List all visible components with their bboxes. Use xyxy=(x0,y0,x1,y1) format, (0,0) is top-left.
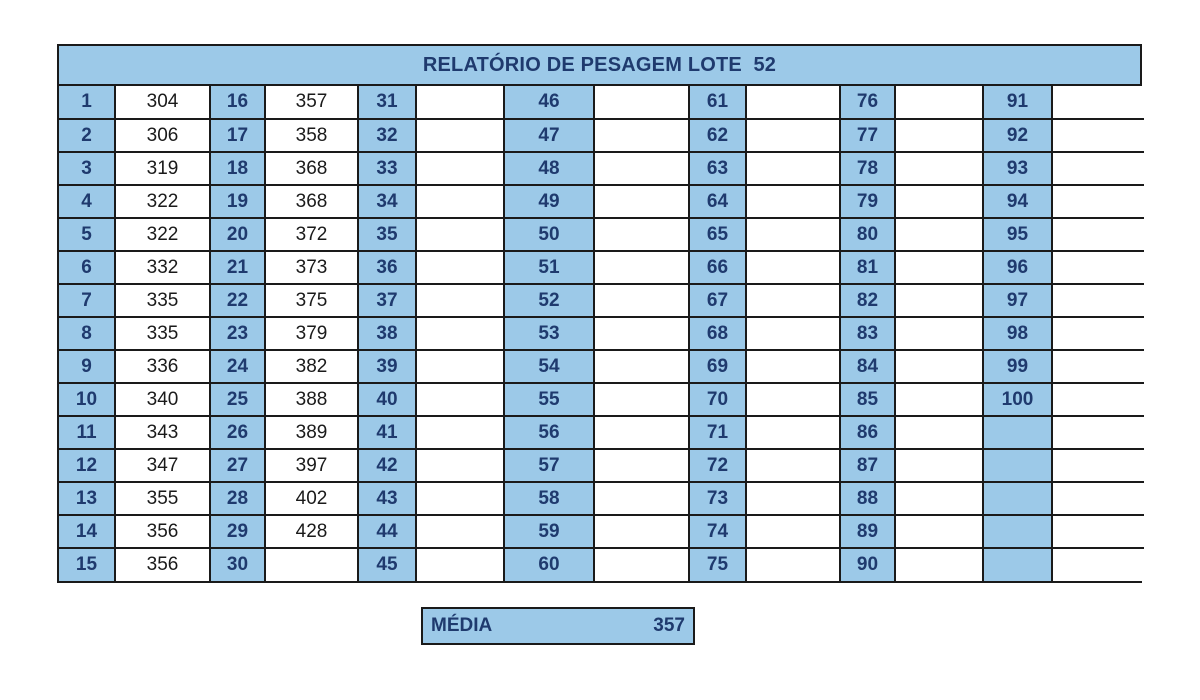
animal-number-cell: 4 xyxy=(59,185,115,218)
report-title: RELATÓRIO DE PESAGEM LOTE 52 xyxy=(59,46,1140,86)
animal-number-cell xyxy=(983,515,1052,548)
weight-cell xyxy=(1052,119,1144,152)
animal-number-cell: 85 xyxy=(840,383,895,416)
animal-number-cell: 63 xyxy=(689,152,746,185)
weight-cell xyxy=(265,548,358,581)
weight-cell xyxy=(594,548,689,581)
animal-number-cell: 36 xyxy=(358,251,416,284)
weight-cell xyxy=(746,284,840,317)
animal-number-cell: 46 xyxy=(504,86,594,119)
weight-cell: 347 xyxy=(115,449,210,482)
weight-cell: 402 xyxy=(265,482,358,515)
animal-number-cell: 79 xyxy=(840,185,895,218)
animal-number-cell: 92 xyxy=(983,119,1052,152)
animal-number-cell: 59 xyxy=(504,515,594,548)
animal-number-cell: 19 xyxy=(210,185,265,218)
weight-cell xyxy=(1052,449,1144,482)
weight-cell xyxy=(895,284,983,317)
animal-number-cell: 81 xyxy=(840,251,895,284)
weight-cell xyxy=(416,416,504,449)
average-label: MÉDIA xyxy=(431,615,493,636)
weight-cell xyxy=(416,284,504,317)
animal-number-cell: 91 xyxy=(983,86,1052,119)
animal-number-cell: 5 xyxy=(59,218,115,251)
weight-cell xyxy=(1052,350,1144,383)
weight-cell xyxy=(416,548,504,581)
table-row xyxy=(59,284,1144,317)
weight-cell xyxy=(594,449,689,482)
weight-cell: 335 xyxy=(115,317,210,350)
animal-number-cell: 83 xyxy=(840,317,895,350)
weight-cell: 332 xyxy=(115,251,210,284)
weight-cell xyxy=(895,383,983,416)
animal-number-cell: 73 xyxy=(689,482,746,515)
animal-number-cell: 51 xyxy=(504,251,594,284)
animal-number-cell: 26 xyxy=(210,416,265,449)
table-row xyxy=(59,416,1144,449)
weight-cell xyxy=(1052,482,1144,515)
animal-number-cell: 82 xyxy=(840,284,895,317)
weight-cell xyxy=(416,119,504,152)
weight-cell xyxy=(594,515,689,548)
animal-number-cell: 39 xyxy=(358,350,416,383)
animal-number-cell: 2 xyxy=(59,119,115,152)
animal-number-cell: 34 xyxy=(358,185,416,218)
animal-number-cell: 15 xyxy=(59,548,115,581)
animal-number-cell: 77 xyxy=(840,119,895,152)
weight-cell xyxy=(746,548,840,581)
animal-number-cell: 88 xyxy=(840,482,895,515)
weight-cell xyxy=(416,350,504,383)
animal-number-cell: 1 xyxy=(59,86,115,119)
animal-number-cell: 87 xyxy=(840,449,895,482)
weight-cell xyxy=(746,515,840,548)
animal-number-cell: 55 xyxy=(504,383,594,416)
table-row xyxy=(59,383,1144,416)
animal-number-cell: 52 xyxy=(504,284,594,317)
average-box xyxy=(421,607,695,645)
animal-number-cell: 8 xyxy=(59,317,115,350)
weight-cell xyxy=(594,317,689,350)
weight-cell xyxy=(594,119,689,152)
animal-number-cell: 56 xyxy=(504,416,594,449)
weight-cell xyxy=(416,251,504,284)
weight-cell xyxy=(895,515,983,548)
animal-number-cell: 76 xyxy=(840,86,895,119)
animal-number-cell: 13 xyxy=(59,482,115,515)
weight-cell: 322 xyxy=(115,185,210,218)
animal-number-cell: 60 xyxy=(504,548,594,581)
animal-number-cell: 69 xyxy=(689,350,746,383)
weight-cell: 358 xyxy=(265,119,358,152)
animal-number-cell: 71 xyxy=(689,416,746,449)
table-row xyxy=(59,119,1144,152)
weight-cell: 356 xyxy=(115,515,210,548)
weight-cell xyxy=(895,119,983,152)
animal-number-cell: 64 xyxy=(689,185,746,218)
weight-cell xyxy=(746,218,840,251)
weight-cell xyxy=(1052,548,1144,581)
animal-number-cell: 65 xyxy=(689,218,746,251)
animal-number-cell: 98 xyxy=(983,317,1052,350)
animal-number-cell: 57 xyxy=(504,449,594,482)
animal-number-cell: 100 xyxy=(983,383,1052,416)
weight-cell xyxy=(746,317,840,350)
animal-number-cell: 37 xyxy=(358,284,416,317)
weight-cell xyxy=(416,185,504,218)
weight-cell xyxy=(594,185,689,218)
animal-number-cell: 18 xyxy=(210,152,265,185)
animal-number-cell: 48 xyxy=(504,152,594,185)
weight-cell xyxy=(746,350,840,383)
animal-number-cell xyxy=(983,548,1052,581)
weight-cell xyxy=(895,251,983,284)
animal-number-cell: 45 xyxy=(358,548,416,581)
animal-number-cell: 28 xyxy=(210,482,265,515)
weight-cell xyxy=(895,416,983,449)
weight-cell: 304 xyxy=(115,86,210,119)
animal-number-cell: 93 xyxy=(983,152,1052,185)
weight-cell: 372 xyxy=(265,218,358,251)
table-row xyxy=(59,86,1144,119)
animal-number-cell: 21 xyxy=(210,251,265,284)
weight-cell: 373 xyxy=(265,251,358,284)
animal-number-cell: 9 xyxy=(59,350,115,383)
weight-cell xyxy=(746,482,840,515)
animal-number-cell: 99 xyxy=(983,350,1052,383)
weight-cell xyxy=(594,284,689,317)
animal-number-cell: 78 xyxy=(840,152,895,185)
animal-number-cell: 89 xyxy=(840,515,895,548)
weight-cell xyxy=(594,383,689,416)
weight-cell: 343 xyxy=(115,416,210,449)
weight-cell: 388 xyxy=(265,383,358,416)
weight-cell xyxy=(594,218,689,251)
weight-cell xyxy=(746,86,840,119)
weight-cell xyxy=(895,350,983,383)
weight-cell: 368 xyxy=(265,185,358,218)
weight-cell xyxy=(416,449,504,482)
animal-number-cell: 24 xyxy=(210,350,265,383)
animal-number-cell: 58 xyxy=(504,482,594,515)
weight-cell xyxy=(1052,317,1144,350)
weight-cell xyxy=(895,218,983,251)
animal-number-cell xyxy=(983,416,1052,449)
weight-cell: 355 xyxy=(115,482,210,515)
weight-cell: 356 xyxy=(115,548,210,581)
animal-number-cell: 54 xyxy=(504,350,594,383)
weight-cell xyxy=(416,482,504,515)
weight-cell: 379 xyxy=(265,317,358,350)
weight-cell xyxy=(1052,383,1144,416)
animal-number-cell: 53 xyxy=(504,317,594,350)
weight-cell xyxy=(416,317,504,350)
weight-cell xyxy=(1052,185,1144,218)
weight-cell xyxy=(1052,218,1144,251)
weight-cell: 389 xyxy=(265,416,358,449)
weight-cell xyxy=(594,416,689,449)
animal-number-cell xyxy=(983,482,1052,515)
animal-number-cell: 16 xyxy=(210,86,265,119)
animal-number-cell: 90 xyxy=(840,548,895,581)
weight-cell xyxy=(895,185,983,218)
animal-number-cell: 7 xyxy=(59,284,115,317)
weight-cell xyxy=(746,383,840,416)
table-row xyxy=(59,548,1144,581)
animal-number-cell: 42 xyxy=(358,449,416,482)
weight-cell xyxy=(1052,284,1144,317)
animal-number-cell: 50 xyxy=(504,218,594,251)
animal-number-cell: 70 xyxy=(689,383,746,416)
animal-number-cell: 47 xyxy=(504,119,594,152)
weight-cell: 428 xyxy=(265,515,358,548)
weight-cell xyxy=(416,152,504,185)
animal-number-cell: 86 xyxy=(840,416,895,449)
weight-cell xyxy=(895,548,983,581)
weight-cell xyxy=(895,152,983,185)
weight-cell xyxy=(416,218,504,251)
animal-number-cell: 80 xyxy=(840,218,895,251)
weight-cell: 375 xyxy=(265,284,358,317)
animal-number-cell: 38 xyxy=(358,317,416,350)
animal-number-cell: 25 xyxy=(210,383,265,416)
weight-cell: 357 xyxy=(265,86,358,119)
weight-cell xyxy=(746,449,840,482)
animal-number-cell: 44 xyxy=(358,515,416,548)
weight-cell xyxy=(895,86,983,119)
animal-number-cell: 41 xyxy=(358,416,416,449)
weight-cell: 322 xyxy=(115,218,210,251)
weight-cell xyxy=(416,515,504,548)
weight-cell xyxy=(416,383,504,416)
animal-number-cell: 66 xyxy=(689,251,746,284)
animal-number-cell: 6 xyxy=(59,251,115,284)
animal-number-cell: 29 xyxy=(210,515,265,548)
table-row xyxy=(59,515,1144,548)
animal-number-cell: 61 xyxy=(689,86,746,119)
weighing-table xyxy=(59,86,1144,581)
weighing-report xyxy=(57,44,1142,583)
weight-cell: 397 xyxy=(265,449,358,482)
table-row xyxy=(59,152,1144,185)
weight-cell: 336 xyxy=(115,350,210,383)
weight-cell: 319 xyxy=(115,152,210,185)
weight-cell xyxy=(746,416,840,449)
weight-cell xyxy=(1052,416,1144,449)
animal-number-cell: 20 xyxy=(210,218,265,251)
animal-number-cell: 68 xyxy=(689,317,746,350)
animal-number-cell: 95 xyxy=(983,218,1052,251)
animal-number-cell: 12 xyxy=(59,449,115,482)
animal-number-cell: 43 xyxy=(358,482,416,515)
weight-cell xyxy=(746,119,840,152)
weight-cell xyxy=(1052,251,1144,284)
weight-cell xyxy=(594,482,689,515)
weight-cell xyxy=(594,350,689,383)
animal-number-cell: 74 xyxy=(689,515,746,548)
weight-cell: 306 xyxy=(115,119,210,152)
animal-number-cell: 62 xyxy=(689,119,746,152)
table-row xyxy=(59,482,1144,515)
animal-number-cell: 31 xyxy=(358,86,416,119)
animal-number-cell: 22 xyxy=(210,284,265,317)
weight-cell: 382 xyxy=(265,350,358,383)
animal-number-cell: 27 xyxy=(210,449,265,482)
weight-cell xyxy=(895,317,983,350)
animal-number-cell: 84 xyxy=(840,350,895,383)
animal-number-cell: 94 xyxy=(983,185,1052,218)
table-row xyxy=(59,449,1144,482)
weight-cell xyxy=(594,86,689,119)
animal-number-cell: 3 xyxy=(59,152,115,185)
weight-cell xyxy=(895,482,983,515)
weight-cell: 335 xyxy=(115,284,210,317)
weight-cell: 340 xyxy=(115,383,210,416)
animal-number-cell: 67 xyxy=(689,284,746,317)
animal-number-cell: 23 xyxy=(210,317,265,350)
animal-number-cell: 30 xyxy=(210,548,265,581)
table-row xyxy=(59,251,1144,284)
animal-number-cell: 40 xyxy=(358,383,416,416)
average-value: 357 xyxy=(653,615,685,636)
animal-number-cell: 49 xyxy=(504,185,594,218)
weight-cell xyxy=(895,449,983,482)
weight-cell xyxy=(1052,515,1144,548)
animal-number-cell: 97 xyxy=(983,284,1052,317)
weight-cell xyxy=(1052,86,1144,119)
animal-number-cell: 33 xyxy=(358,152,416,185)
weight-cell: 368 xyxy=(265,152,358,185)
table-row xyxy=(59,185,1144,218)
weight-cell xyxy=(416,86,504,119)
table-row xyxy=(59,350,1144,383)
animal-number-cell: 96 xyxy=(983,251,1052,284)
animal-number-cell: 17 xyxy=(210,119,265,152)
animal-number-cell: 72 xyxy=(689,449,746,482)
weight-cell xyxy=(746,185,840,218)
animal-number-cell: 10 xyxy=(59,383,115,416)
animal-number-cell: 75 xyxy=(689,548,746,581)
weight-cell xyxy=(594,251,689,284)
weight-cell xyxy=(746,152,840,185)
animal-number-cell: 35 xyxy=(358,218,416,251)
animal-number-cell: 32 xyxy=(358,119,416,152)
animal-number-cell: 14 xyxy=(59,515,115,548)
weight-cell xyxy=(594,152,689,185)
weight-cell xyxy=(746,251,840,284)
table-row xyxy=(59,317,1144,350)
animal-number-cell: 11 xyxy=(59,416,115,449)
animal-number-cell xyxy=(983,449,1052,482)
table-row xyxy=(59,218,1144,251)
weight-cell xyxy=(1052,152,1144,185)
